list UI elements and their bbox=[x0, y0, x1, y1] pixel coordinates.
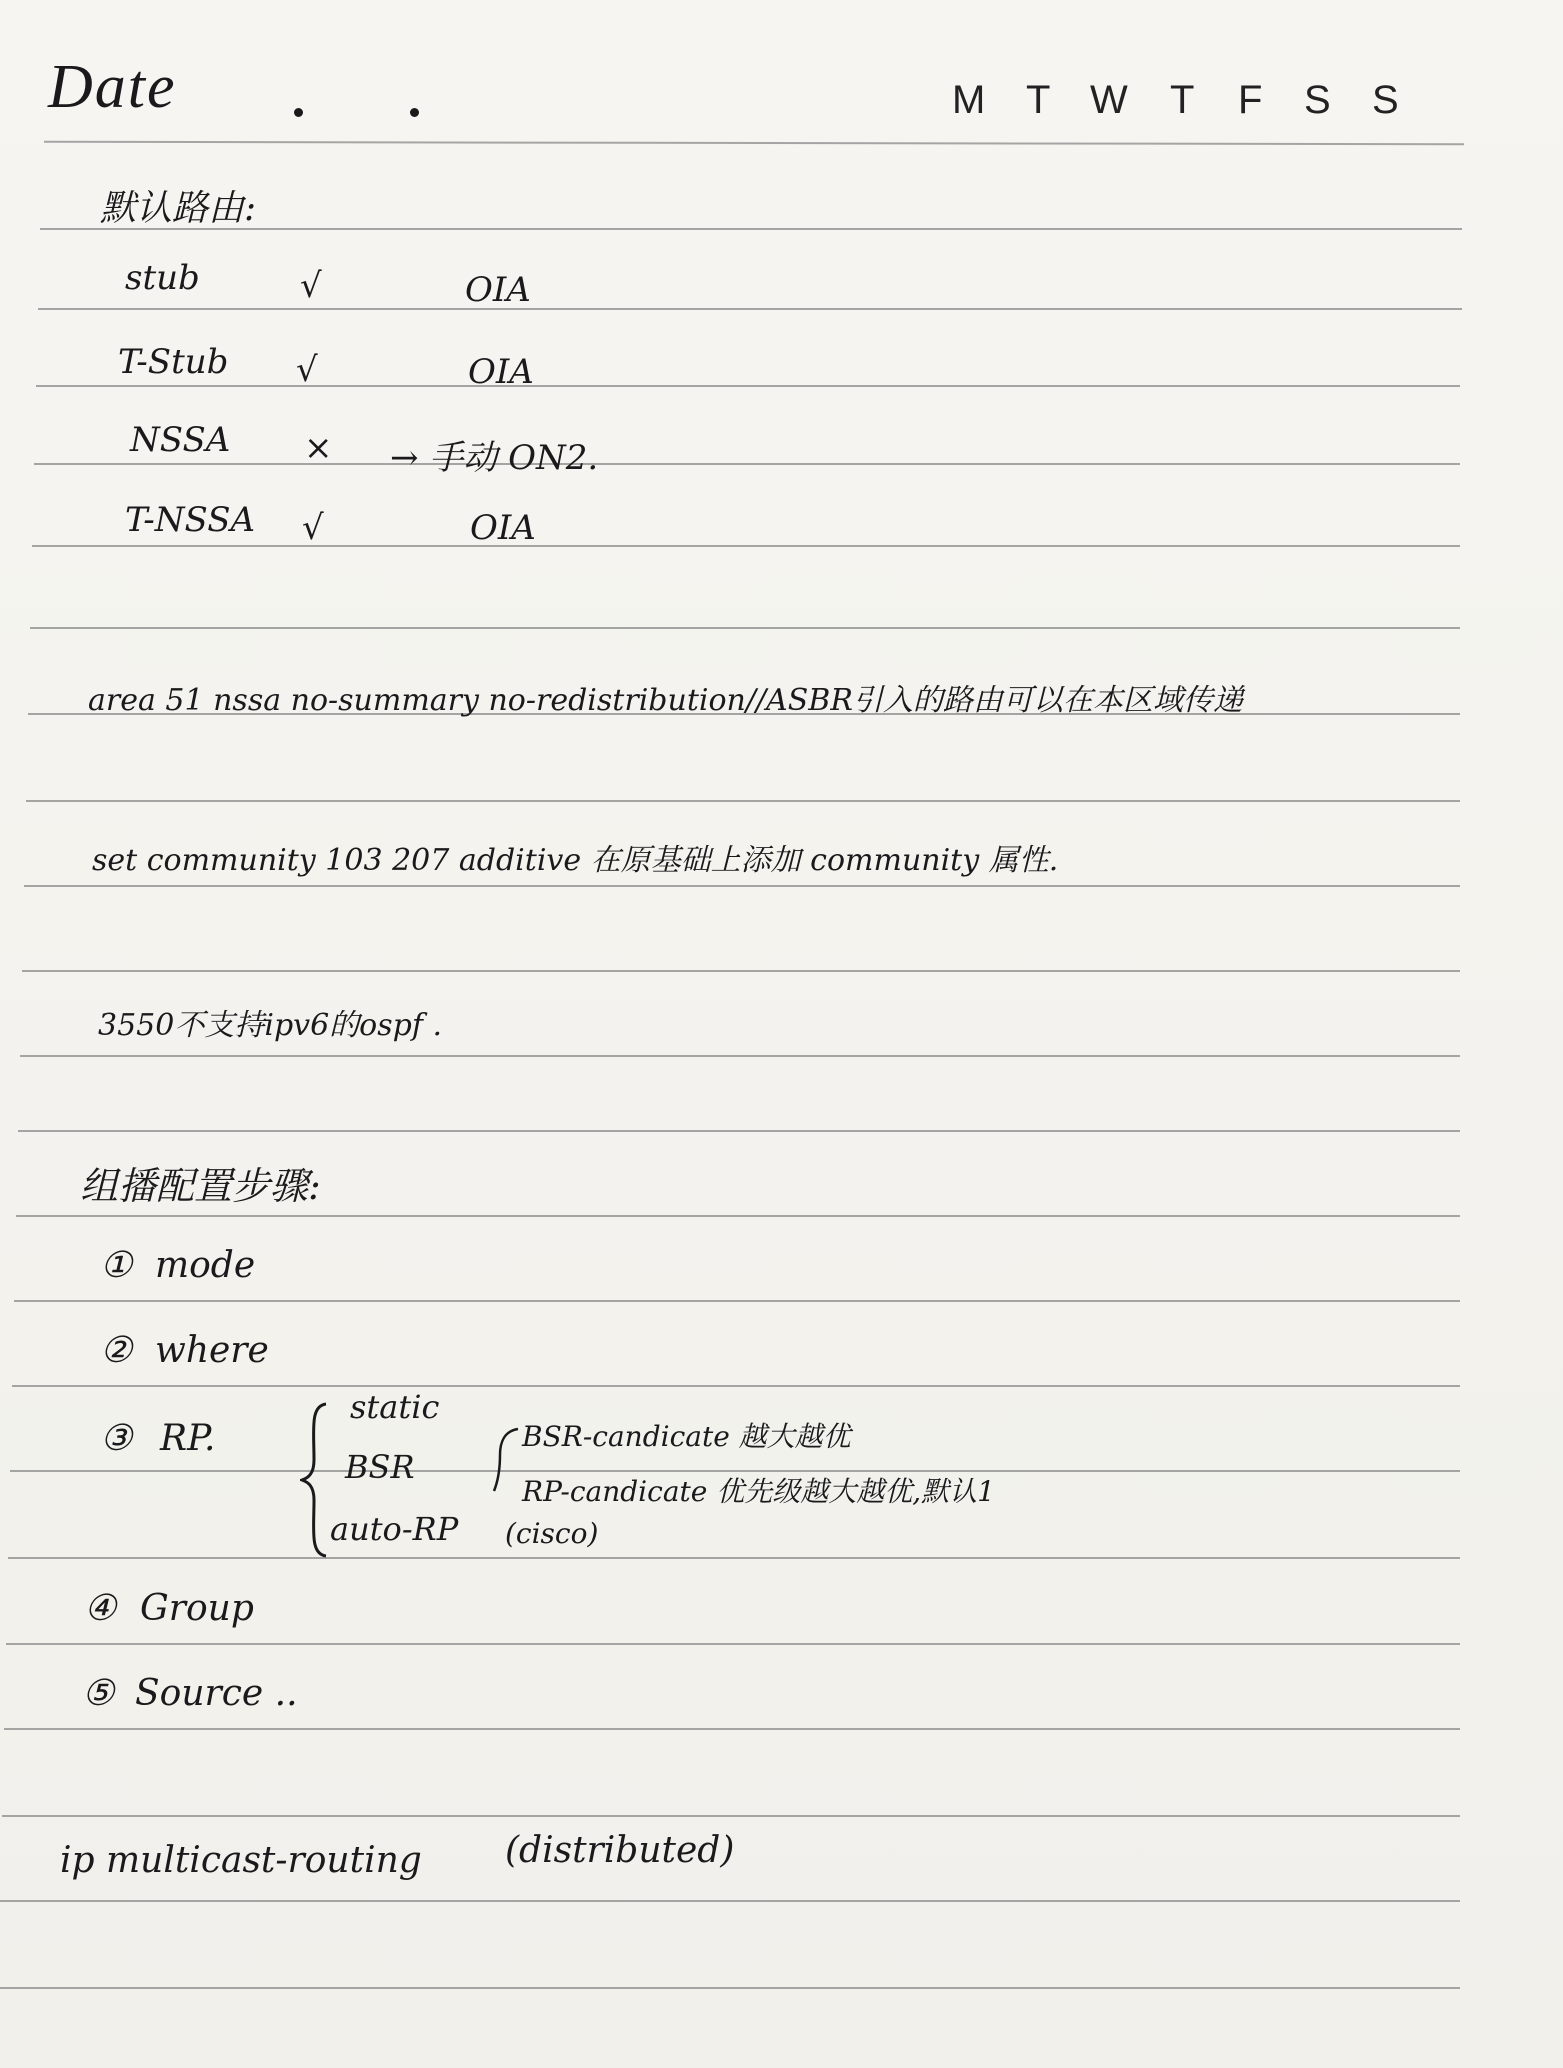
check-mark: √ bbox=[302, 508, 324, 548]
area-type: T-Stub bbox=[118, 342, 229, 382]
community-command-line: set community 103 207 additive 在原基础上添加 community 属性. bbox=[92, 843, 1059, 878]
multicast-routing-note: (distributed) bbox=[505, 1830, 735, 1871]
step-number: ④ bbox=[84, 1588, 117, 1629]
ruled-line bbox=[36, 385, 1460, 387]
ruled-line bbox=[8, 1557, 1460, 1559]
weekday-sat: S bbox=[1304, 78, 1333, 122]
step-label: mode bbox=[155, 1245, 256, 1286]
step-label: Group bbox=[140, 1588, 254, 1629]
cross-mark: × bbox=[304, 428, 333, 468]
date-dot bbox=[294, 108, 303, 117]
weekday-sun: S bbox=[1372, 78, 1401, 122]
ipv6-note-line: 3550不支持ipv6的ospf . bbox=[98, 1008, 443, 1043]
ruled-line bbox=[18, 1130, 1460, 1132]
ruled-line bbox=[30, 627, 1460, 629]
ruled-line bbox=[0, 1987, 1460, 1989]
bracket-icon bbox=[490, 1425, 520, 1495]
step-label: RP. bbox=[160, 1418, 216, 1459]
bsr-note: RP-candicate 优先级越大越优,默认1 bbox=[522, 1475, 995, 1508]
area-type: stub bbox=[125, 258, 200, 298]
ruled-line bbox=[34, 463, 1460, 465]
ruled-line bbox=[2, 1815, 1460, 1817]
nssa-command-line: area 51 nssa no-summary no-redistribution//ASBR引入的路由可以在本区域传递 bbox=[88, 683, 1243, 718]
multicast-heading: 组播配置步骤: bbox=[80, 1164, 321, 1208]
step-label: where bbox=[155, 1330, 269, 1371]
rp-option: BSR bbox=[345, 1448, 415, 1486]
step-number: ① bbox=[100, 1245, 133, 1286]
brace-icon bbox=[300, 1400, 330, 1560]
ruled-line bbox=[22, 970, 1460, 972]
step-label: Source .. bbox=[135, 1673, 298, 1714]
weekday-wed: W bbox=[1090, 78, 1130, 122]
ruled-line bbox=[16, 1215, 1460, 1217]
bsr-note: (cisco) bbox=[505, 1517, 599, 1550]
rp-option: static bbox=[350, 1388, 440, 1426]
step-number: ⑤ bbox=[82, 1673, 115, 1714]
rp-option: auto-RP bbox=[330, 1510, 459, 1548]
check-mark: √ bbox=[300, 266, 322, 306]
weekday-thu: T bbox=[1170, 78, 1197, 122]
ruled-line bbox=[20, 1055, 1460, 1057]
step-number: ③ bbox=[100, 1418, 133, 1459]
ruled-line bbox=[24, 885, 1460, 887]
route-note: OIA bbox=[465, 270, 531, 310]
ruled-line bbox=[0, 1900, 1460, 1902]
ruled-line bbox=[32, 545, 1460, 547]
bsr-note: BSR-candicate 越大越优 bbox=[522, 1420, 851, 1453]
ruled-line bbox=[26, 800, 1460, 802]
multicast-routing-command: ip multicast-routing bbox=[60, 1840, 422, 1881]
weekday-mon: M bbox=[952, 78, 988, 122]
ruled-line bbox=[6, 1643, 1460, 1645]
area-type: T-NSSA bbox=[125, 500, 256, 540]
route-note: OIA bbox=[468, 352, 534, 392]
date-label: Date bbox=[48, 53, 177, 121]
step-number: ② bbox=[100, 1330, 133, 1371]
route-note: → 手动 ON2. bbox=[390, 438, 599, 478]
default-route-heading: 默认路由: bbox=[100, 188, 257, 229]
weekday-tue: T bbox=[1026, 78, 1053, 122]
ruled-line bbox=[44, 141, 1464, 145]
date-dot bbox=[410, 108, 419, 117]
route-note: OIA bbox=[470, 508, 536, 548]
ruled-line bbox=[38, 308, 1462, 310]
ruled-line bbox=[4, 1728, 1460, 1730]
ruled-line bbox=[14, 1300, 1460, 1302]
check-mark: √ bbox=[296, 350, 318, 390]
ruled-line bbox=[12, 1385, 1460, 1387]
area-type: NSSA bbox=[130, 420, 231, 460]
weekday-fri: F bbox=[1238, 78, 1265, 122]
